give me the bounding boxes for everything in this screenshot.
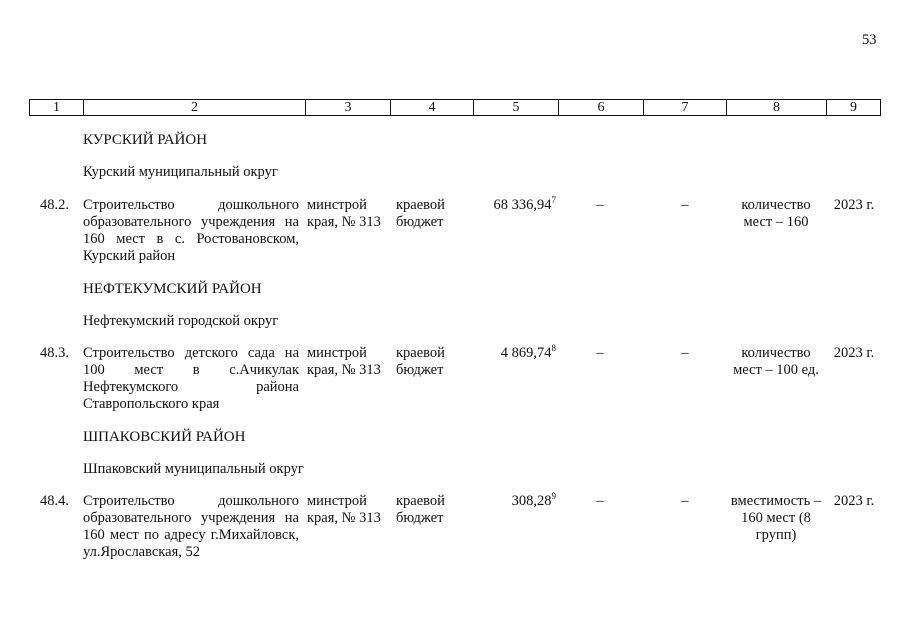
section-title: НЕФТЕКУМСКИЙ РАЙОН <box>83 281 262 297</box>
header-col-6: 6 <box>559 100 644 116</box>
row-source: краевой бюджет <box>396 197 445 230</box>
section-subtitle: Курский муниципальный округ <box>83 164 278 180</box>
row-col7: – <box>681 197 689 213</box>
row-col6: – <box>596 493 604 509</box>
header-col-5: 5 <box>474 100 559 116</box>
section-title: ШПАКОВСКИЙ РАЙОН <box>83 429 246 445</box>
header-col-8: 8 <box>727 100 827 116</box>
page-number: 53 <box>862 32 877 48</box>
row-source: краевой бюджет <box>396 493 445 526</box>
header-col-9: 9 <box>827 100 881 116</box>
section-title: КУРСКИЙ РАЙОН <box>83 132 208 148</box>
row-organization: минстрой края, № 313 <box>307 345 381 378</box>
row-year: 2023 г. <box>833 493 875 509</box>
row-description: Строительство дошкольного образовательного учреждения на 160 мест по адресу г.Михайловск, ул.Ярославская, 52 <box>83 493 299 560</box>
header-row <box>30 100 881 116</box>
row-number: 48.2. <box>40 197 69 213</box>
row-organization: минстрой края, № 313 <box>307 493 381 526</box>
row-year: 2023 г. <box>833 345 875 361</box>
row-col7: – <box>681 345 689 361</box>
row-description: Строительство детского сада на 100 мест в с.Ачикулак Нефтекумского района Ставропольского края <box>83 345 299 412</box>
row-capacity: количество мест – 100 ед. <box>733 345 819 378</box>
header-col-7: 7 <box>644 100 727 116</box>
row-capacity: количество мест – 160 <box>741 197 811 230</box>
section-subtitle: Нефтекумский городской округ <box>83 313 279 329</box>
row-amount <box>476 345 556 362</box>
row-amount <box>476 197 556 214</box>
header-col-1: 1 <box>30 100 84 116</box>
row-number: 48.3. <box>40 345 69 361</box>
amount-value: 68 336,94 <box>493 197 552 213</box>
row-col7: – <box>681 493 689 509</box>
amount-footnote: 8 <box>551 343 556 353</box>
row-col6: – <box>596 197 604 213</box>
row-capacity: вместимость – 160 мест (8 групп) <box>730 493 822 543</box>
section-subtitle: Шпаковский муниципальный округ <box>83 461 304 477</box>
row-amount <box>476 493 556 510</box>
row-number: 48.4. <box>40 493 69 509</box>
row-col6: – <box>596 345 604 361</box>
row-organization: минстрой края, № 313 <box>307 197 381 230</box>
row-source: краевой бюджет <box>396 345 445 378</box>
amount-value: 308,28 <box>511 493 552 509</box>
amount-value: 4 869,74 <box>500 345 552 361</box>
row-description: Строительство дошкольного образовательного учреждения на 160 мест в с. Ростовановском, Курский район <box>83 197 299 264</box>
header-col-2: 2 <box>84 100 306 116</box>
header-col-3: 3 <box>306 100 391 116</box>
amount-footnote: 7 <box>551 195 556 205</box>
header-col-4: 4 <box>391 100 474 116</box>
column-header-table <box>29 99 881 116</box>
row-year: 2023 г. <box>833 197 875 213</box>
amount-footnote: 9 <box>551 491 556 501</box>
